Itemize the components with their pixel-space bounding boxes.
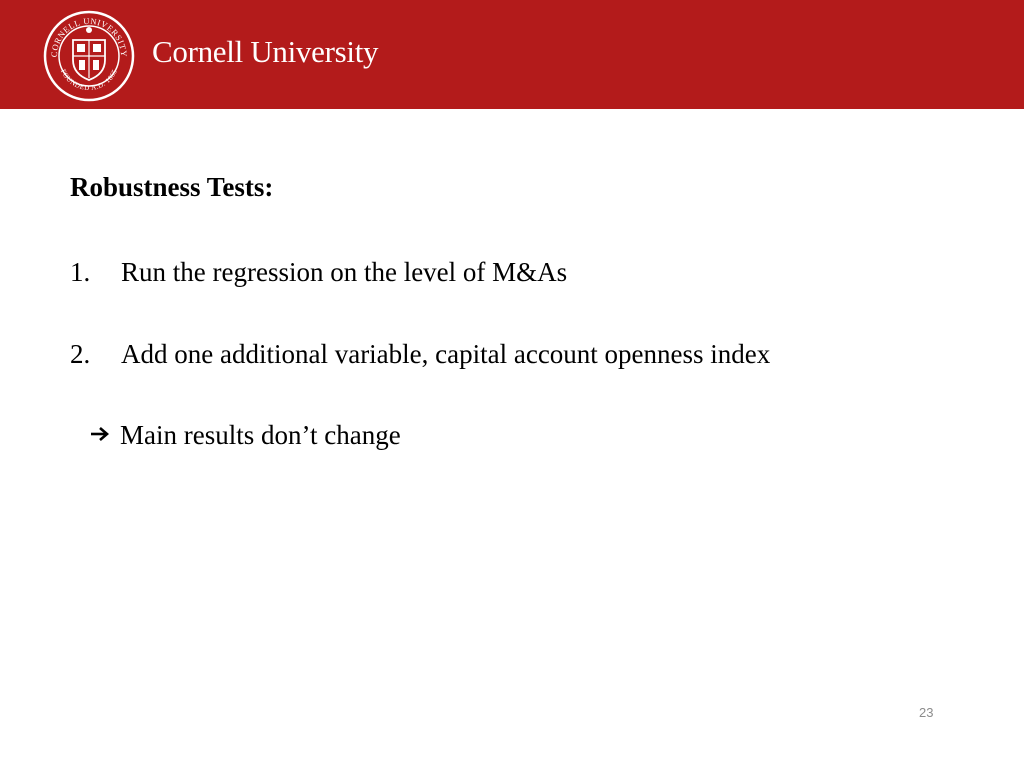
right-arrow-icon <box>90 426 110 442</box>
header-bar <box>0 0 1024 109</box>
conclusion-text: Main results don’t change <box>120 420 401 450</box>
list-item-number: 2. <box>70 339 91 369</box>
svg-text:CORNELL UNIVERSITY: CORNELL UNIVERSITY <box>48 15 130 58</box>
slide-heading: Robustness Tests: <box>70 172 274 202</box>
list-item <box>70 257 567 288</box>
brand-name: Cornell University <box>152 34 379 69</box>
conclusion-line <box>90 420 401 451</box>
svg-text:FOUNDED A.D. 1865: FOUNDED A.D. 1865 <box>58 67 120 93</box>
list-item-number: 1. <box>70 257 91 287</box>
page-number: 23 <box>919 705 934 720</box>
list-item-text: Add one additional variable, capital account openness index <box>121 339 771 369</box>
cornell-seal-icon <box>43 10 135 102</box>
list-item <box>70 339 770 370</box>
list-item-text: Run the regression on the level of M&As <box>121 257 568 287</box>
